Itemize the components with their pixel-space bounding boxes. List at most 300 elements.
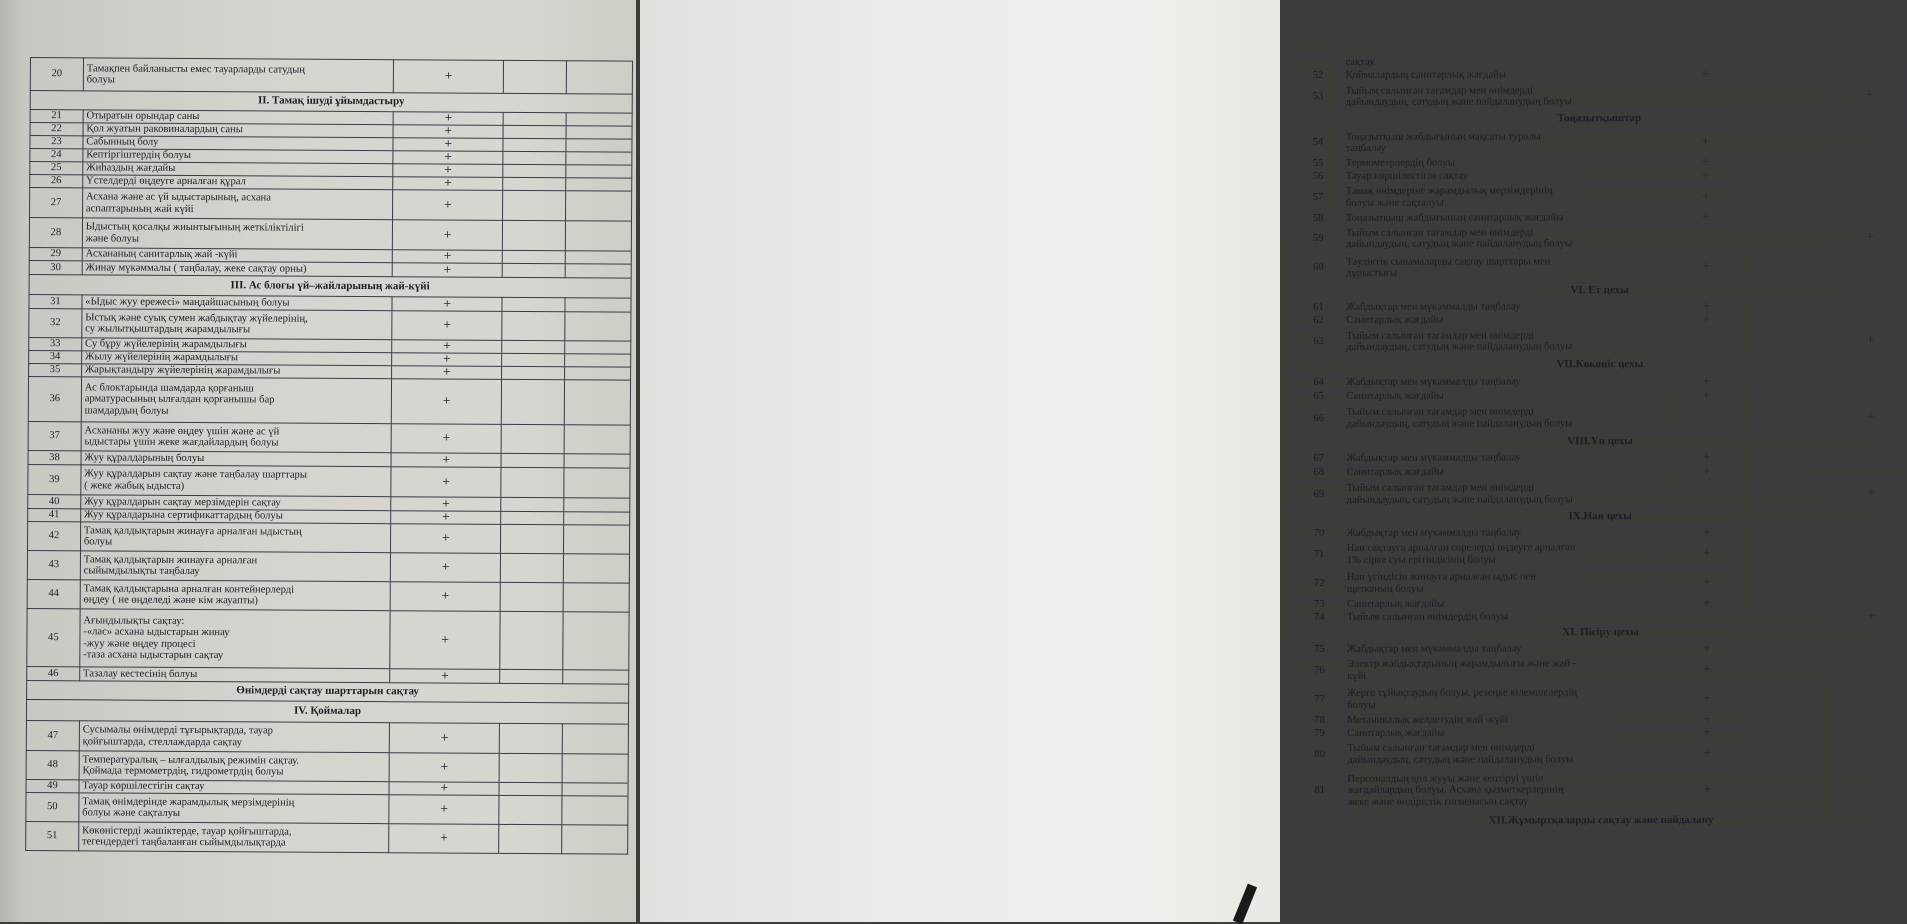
empty-cell xyxy=(564,468,630,498)
checkmark-cell: + xyxy=(1835,223,1905,251)
item-number: 32 xyxy=(29,308,82,337)
empty-cell xyxy=(565,341,631,354)
empty-cell xyxy=(562,724,628,754)
empty-cell xyxy=(565,191,631,221)
empty-cell xyxy=(503,220,566,250)
item-description: Жабдықтар мен мүкәммалды таңбалау xyxy=(1343,375,1654,390)
empty-cell xyxy=(565,354,631,367)
item-description: Тамақ қалдықтарын жинауға арналған сыйымдылықты таңбалау xyxy=(80,551,391,582)
empty-cell xyxy=(1758,68,1835,82)
empty-cell xyxy=(1758,224,1835,252)
item-description: Тыйым салынған тағамдар мен өнімдерді дайындаудың, сатудың және пайдаланудың болуы xyxy=(1342,224,1653,253)
section-heading: ІІ. Тамақ ішуді ұйымдастыру xyxy=(30,91,632,114)
empty-cell xyxy=(563,670,629,684)
item-description: Тыйым салынған тағамдар мен өнімдерді дайындаудың, сатудың және пайдаланудың болуы xyxy=(1343,403,1654,433)
item-description: Нан сақтауға арналған сөрелерді өңдеуге арналған 1% сірке суы ерітіндісінің болуы xyxy=(1343,539,1654,569)
item-number: 41 xyxy=(28,508,81,521)
empty-cell xyxy=(566,61,632,94)
checklist-row xyxy=(27,579,629,612)
empty-cell xyxy=(1836,464,1906,478)
empty-cell xyxy=(1758,169,1835,182)
section-heading-row xyxy=(1294,354,1905,376)
empty-cell xyxy=(500,611,563,669)
checkmark-cell: + xyxy=(1654,451,1759,465)
section-heading-row xyxy=(1294,431,1905,452)
empty-cell xyxy=(1836,538,1906,567)
item-description: Нан үгіндісін жинауға арналған ыдыс пен щетканың болуы xyxy=(1343,568,1654,598)
checkmark-cell: + xyxy=(1655,684,1760,713)
empty-cell xyxy=(564,454,630,468)
item-number: 51 xyxy=(26,821,79,850)
empty-cell xyxy=(564,512,630,525)
checklist-row xyxy=(27,550,629,583)
empty-cell xyxy=(1760,739,1837,768)
empty-cell xyxy=(503,125,566,138)
checkmark-cell: + xyxy=(1836,609,1906,623)
checkmark-cell: + xyxy=(393,151,503,165)
empty-cell xyxy=(1653,224,1758,252)
item-description: Су бұру жүйелерінің жарамдылығы xyxy=(82,338,392,353)
empty-cell xyxy=(1837,767,1907,811)
item-description: Жуу құралдарын сақтау және таңбалау шарттары ( жеке жабық ыдыста) xyxy=(81,465,392,497)
checkmark-cell: + xyxy=(1653,68,1758,82)
item-description: Термометрлердің болуы xyxy=(1342,156,1653,170)
empty-cell xyxy=(1759,610,1836,624)
item-number: 80 xyxy=(1295,740,1344,769)
item-description: Санитарлық жағдайы xyxy=(1343,465,1654,480)
item-description: Санитарлық жағдайы xyxy=(1343,313,1654,328)
checkmark-cell: + xyxy=(389,824,499,854)
empty-cell xyxy=(1758,327,1835,355)
section-heading: IX.Нан цехы xyxy=(1295,507,1906,527)
empty-cell xyxy=(566,165,632,178)
checkmark-cell: + xyxy=(1655,655,1760,684)
empty-cell xyxy=(503,138,566,151)
checkmark-cell: + xyxy=(391,467,501,498)
empty-cell xyxy=(1654,327,1759,355)
checkmark-cell: + xyxy=(390,611,500,670)
section-heading-row xyxy=(1295,507,1906,527)
checklist-row xyxy=(1295,567,1906,598)
empty-cell xyxy=(1758,55,1835,68)
item-number: 71 xyxy=(1295,540,1344,569)
empty-cell xyxy=(503,190,566,220)
item-number: 27 xyxy=(30,188,83,218)
item-number: 62 xyxy=(1294,314,1343,328)
empty-cell xyxy=(1837,654,1907,683)
empty-cell xyxy=(502,311,565,340)
empty-cell xyxy=(562,825,628,854)
empty-cell xyxy=(1759,375,1836,389)
empty-cell xyxy=(565,221,631,251)
empty-cell xyxy=(563,525,629,554)
item-description: Тамақ қалдықтарына арналған контейнерлерді өңдеу ( не өңделеді және кім жауапты) xyxy=(80,580,391,611)
empty-cell xyxy=(1654,479,1759,508)
empty-cell xyxy=(1654,403,1759,432)
empty-cell xyxy=(1837,712,1907,725)
section-heading: VII.Көкөніс цехы xyxy=(1294,354,1905,376)
item-description: Температуралық – ылғалдылық режимін сақтау. Қоймада термометрдің, гидрометрдің болуы xyxy=(79,751,390,782)
empty-cell xyxy=(501,379,564,424)
empty-cell xyxy=(500,669,563,683)
empty-cell xyxy=(503,177,566,190)
empty-cell xyxy=(1835,67,1905,81)
item-description: Отыратын орындар саны xyxy=(83,110,393,125)
empty-cell xyxy=(502,250,565,263)
item-description: Тамақ өнімдеріне жарамдылық мерзімдерінің болуы және сақталуы xyxy=(1342,182,1653,212)
empty-cell xyxy=(501,524,564,553)
empty-cell xyxy=(1760,768,1837,812)
item-description: Асхана және ас үй ыдыстарының, асхана аспаптарының жай күйі xyxy=(82,188,393,220)
empty-cell xyxy=(1836,525,1906,538)
checklist-table-left xyxy=(25,57,633,855)
item-description: Тауар көршілестігін сақтау xyxy=(1342,169,1653,183)
empty-cell xyxy=(1759,526,1836,539)
empty-cell xyxy=(562,796,628,825)
empty-cell xyxy=(501,497,564,511)
item-description: Сабынның болу xyxy=(83,136,393,151)
item-description: Кептіргіштердің болуы xyxy=(83,149,393,164)
checkmark-cell: + xyxy=(1653,182,1758,211)
empty-cell xyxy=(565,312,631,341)
section-heading-row xyxy=(1294,109,1905,129)
empty-cell xyxy=(1759,655,1836,684)
item-description: Жиһаздың жағдайы xyxy=(83,162,393,177)
empty-cell xyxy=(502,297,565,311)
item-number: 24 xyxy=(30,149,83,162)
section-heading: Өнімдерді сақтау шарттарын сақтау xyxy=(27,680,629,703)
empty-cell xyxy=(562,783,628,796)
checkmark-cell: + xyxy=(1654,375,1759,389)
checkmark-cell: + xyxy=(390,669,500,684)
empty-cell xyxy=(501,467,564,497)
checkmark-cell: + xyxy=(1835,81,1905,109)
item-number: 48 xyxy=(26,750,79,779)
empty-cell xyxy=(1835,210,1905,223)
checkmark-cell: + xyxy=(390,553,500,583)
checklist-row xyxy=(30,58,632,95)
checklist-row xyxy=(26,821,628,854)
checkmark-cell: + xyxy=(391,424,501,454)
checkmark-cell: + xyxy=(391,497,501,512)
empty-cell xyxy=(499,782,562,795)
item-number: 42 xyxy=(27,521,80,550)
item-description: Ыстық және суық сумен жабдықтау жүйелерінің, су жылытқыштардың жарамдылығы xyxy=(82,309,393,340)
item-description: Жылу жүйелерінің жарамдылығы xyxy=(81,351,391,366)
item-description: Тамақ қалдықтарын жинауға арналған ыдыстың болуы xyxy=(80,522,391,553)
checklist-table-right xyxy=(1293,54,1907,831)
item-description: Тазалау кестесінің болуы xyxy=(80,667,390,683)
empty-cell xyxy=(1759,597,1836,610)
item-number: 66 xyxy=(1294,404,1343,433)
section-heading: XII.Жұмыртқаларды сақтау және пайдалану xyxy=(1295,811,1906,831)
empty-cell xyxy=(1835,55,1905,68)
item-number: 60 xyxy=(1294,253,1343,283)
checkmark-cell: + xyxy=(1653,211,1758,224)
empty-cell xyxy=(565,298,631,312)
empty-cell xyxy=(1654,610,1759,624)
empty-cell xyxy=(499,795,562,824)
checkmark-cell: + xyxy=(1836,478,1906,507)
checklist-row xyxy=(1294,127,1905,157)
empty-cell xyxy=(1835,127,1905,155)
item-description: сақтау. xyxy=(1342,56,1653,69)
item-number: 30 xyxy=(29,260,82,274)
empty-cell xyxy=(1758,211,1835,224)
item-number: 40 xyxy=(28,494,81,508)
item-description: Тамақпен байланысты емес тауарларды сатудың болуы xyxy=(83,58,394,93)
item-number: 64 xyxy=(1294,376,1343,390)
item-description: Жуу құралдарының болуы xyxy=(81,451,391,467)
empty-cell xyxy=(1836,374,1906,388)
item-description: Тыйым салынған тағамдар мен өнімдерді дайындаудың, сатудың және пайдаланудың болуы xyxy=(1343,479,1654,509)
checkmark-cell: + xyxy=(1655,768,1760,812)
checkmark-cell: + xyxy=(1654,465,1759,479)
checklist-row xyxy=(28,421,630,454)
empty-cell xyxy=(1837,738,1907,767)
checkmark-cell: + xyxy=(389,723,499,754)
checkmark-cell: + xyxy=(1654,313,1759,327)
empty-cell xyxy=(1759,539,1836,568)
empty-cell xyxy=(503,164,566,177)
empty-cell xyxy=(501,424,564,453)
item-number: 67 xyxy=(1295,452,1344,466)
item-number: 65 xyxy=(1294,390,1343,404)
item-description: Сусымалы өнімдерді тұғырықтарда, тауар қойғыштарда, стеллаждарда сақтау xyxy=(79,721,390,753)
item-number: 22 xyxy=(30,123,83,136)
empty-cell xyxy=(1759,403,1836,432)
checkmark-cell: + xyxy=(1653,128,1758,156)
section-heading: VIII.Ұн цехы xyxy=(1294,431,1905,452)
item-description: Жерге тұйықтаудың болуы, резеңке кілемшелердің болуы xyxy=(1344,684,1655,714)
item-number: 70 xyxy=(1295,527,1344,540)
empty-cell xyxy=(563,612,629,670)
checklist-row xyxy=(1294,402,1905,433)
checklist-row xyxy=(27,608,629,670)
empty-cell xyxy=(1758,252,1835,282)
item-number: 38 xyxy=(28,450,81,464)
section-heading-row xyxy=(1294,281,1905,301)
empty-cell xyxy=(1760,726,1837,739)
item-number: 50 xyxy=(26,792,79,821)
empty-cell xyxy=(1759,389,1836,403)
checkmark-cell: + xyxy=(393,138,503,152)
checkmark-cell: + xyxy=(392,311,502,341)
item-number: 53 xyxy=(1294,83,1343,111)
item-description: Көкөністерді жәшіктерде, тауар қойғыштарда, тегендердегі таңбаланған сыйымдылықтарда xyxy=(78,822,389,853)
empty-cell xyxy=(1758,300,1835,313)
empty-cell xyxy=(1759,451,1836,465)
empty-cell xyxy=(1759,479,1836,508)
empty-cell xyxy=(1759,684,1836,713)
item-number: 33 xyxy=(29,337,82,350)
empty-cell xyxy=(566,139,632,152)
section-heading: XI. Пісіру цехы xyxy=(1295,623,1906,643)
checkmark-cell: + xyxy=(390,582,500,612)
empty-cell xyxy=(1836,567,1906,596)
item-number: 68 xyxy=(1295,466,1344,480)
empty-cell xyxy=(502,263,565,277)
empty-cell xyxy=(1758,82,1835,110)
item-description: Ыдыстың қосалқы жиынтығының жеткіліктілігі және болуы xyxy=(82,218,393,250)
item-description: Жабдықтар мен мүкәммалды таңбалау xyxy=(1343,451,1654,466)
checkmark-cell: + xyxy=(391,524,501,554)
checkmark-cell: + xyxy=(1653,169,1758,182)
item-number: 23 xyxy=(30,136,83,149)
empty-cell xyxy=(564,380,630,425)
empty-cell xyxy=(502,353,565,366)
item-number: 36 xyxy=(28,376,81,421)
item-description: Персоналдың қол жууы және кептіруі үшін жағдайлардың болуы. Асхана қызметкерлерінің жеке және өндірістік гигиенасын сақтау xyxy=(1344,768,1655,813)
empty-cell xyxy=(503,60,566,93)
empty-cell xyxy=(1836,299,1906,312)
empty-cell xyxy=(1837,683,1907,712)
checkmark-cell: + xyxy=(1836,402,1906,431)
empty-cell xyxy=(499,723,562,753)
empty-cell xyxy=(563,583,629,612)
item-number: 81 xyxy=(1295,769,1344,813)
page-edge-shadow xyxy=(0,0,24,922)
checklist-row xyxy=(1295,538,1906,569)
item-number: 57 xyxy=(1294,183,1343,212)
item-number: 29 xyxy=(29,247,82,260)
checkmark-cell: + xyxy=(392,353,502,367)
item-number: 52 xyxy=(1294,69,1343,83)
item-number: 31 xyxy=(29,294,82,308)
checkmark-cell: + xyxy=(391,453,501,468)
checklist-row xyxy=(1294,326,1905,356)
item-number: 76 xyxy=(1295,656,1344,685)
empty-cell xyxy=(1836,388,1906,402)
checklist-row xyxy=(30,188,632,222)
empty-cell xyxy=(1759,642,1836,655)
item-description: Тоңазытқыш жабдығының мақсаты туралы таңбалау xyxy=(1342,128,1653,157)
checklist-row xyxy=(1294,81,1905,111)
checkmark-cell: + xyxy=(1654,568,1759,597)
empty-cell xyxy=(502,366,565,379)
empty-cell xyxy=(1835,155,1905,168)
checkmark-cell: + xyxy=(1654,389,1759,403)
right-page xyxy=(640,0,1876,922)
checklist-row xyxy=(29,308,631,341)
item-number: 77 xyxy=(1295,685,1344,714)
empty-cell xyxy=(1836,450,1906,464)
item-number: 72 xyxy=(1295,569,1344,598)
checkmark-cell: + xyxy=(393,190,503,221)
empty-cell xyxy=(501,553,564,582)
section-heading: ІІІ. Ас блогы үй–жайларының жай-күйі xyxy=(29,274,631,298)
item-number: 63 xyxy=(1294,328,1343,356)
item-description: Санитарлық жағдайы xyxy=(1344,726,1655,740)
empty-cell xyxy=(1836,596,1906,609)
item-description: Ағындылықты сақтау: -«лас» асхана ыдыстарын жинау -жуу және өңдеу процесі -таза асхана ыдыстарын сақтау xyxy=(80,609,391,669)
empty-cell xyxy=(1835,168,1905,181)
item-number: 61 xyxy=(1294,301,1343,314)
empty-cell xyxy=(565,264,631,278)
item-number: 20 xyxy=(30,58,83,91)
item-number: 56 xyxy=(1294,170,1343,183)
empty-cell xyxy=(1758,128,1835,156)
checklist-row xyxy=(26,750,628,783)
checklist-row xyxy=(1295,767,1906,813)
checkmark-cell: + xyxy=(391,511,501,525)
checklist-row xyxy=(27,521,629,554)
empty-cell xyxy=(1653,82,1758,110)
item-description: Тауар көршілестігін сақтау xyxy=(79,780,389,795)
empty-cell xyxy=(1836,312,1906,326)
item-description: Санитарлық жағдайы xyxy=(1343,597,1654,611)
checkmark-cell: + xyxy=(1654,526,1759,539)
checkmark-cell: + xyxy=(389,795,499,825)
checkmark-cell: + xyxy=(1655,713,1760,726)
left-page xyxy=(0,0,636,922)
section-heading-row xyxy=(1295,623,1906,643)
item-description: Тоңазытқыш жабдығының санитарлық жағдайы xyxy=(1342,211,1653,225)
empty-cell xyxy=(564,367,630,380)
item-description: Жинау мүкәммалы ( таңбалау, жеке сақтау орны) xyxy=(82,261,392,277)
empty-cell xyxy=(499,824,562,853)
item-number: 54 xyxy=(1294,129,1343,157)
empty-cell xyxy=(1760,713,1837,726)
empty-cell xyxy=(501,511,564,524)
item-description: Тәуліктік сынамаларды сақтау шарттары мен дұрыстығы xyxy=(1343,252,1654,283)
checkmark-cell: + xyxy=(393,125,503,139)
item-number: 74 xyxy=(1295,611,1344,625)
empty-cell xyxy=(1837,725,1907,738)
checkmark-cell: + xyxy=(392,250,502,264)
empty-cell xyxy=(1759,465,1836,479)
item-number: 47 xyxy=(26,720,79,750)
item-description: Жабдықтар мен мүкәммалды таңбалау xyxy=(1344,642,1655,656)
empty-cell xyxy=(562,754,628,783)
empty-cell xyxy=(566,152,632,165)
checklist-row xyxy=(28,376,630,425)
item-number: 37 xyxy=(28,421,81,450)
checkmark-cell: + xyxy=(391,379,501,425)
empty-cell xyxy=(503,151,566,164)
checklist-row xyxy=(26,792,628,825)
item-description: Қоймалардың санитарлық жағдайы xyxy=(1342,68,1653,83)
checklist-row xyxy=(1295,683,1906,714)
item-description: Жабдықтар мен мүкәммалды таңбалау xyxy=(1343,526,1654,540)
checkmark-cell: + xyxy=(1654,539,1759,568)
checklist-row xyxy=(26,720,628,754)
item-description: Ас блоктарында шамдарда қорғаныш арматурасының ылғалдан қорғанышы бар шамдардың болуы xyxy=(81,377,392,424)
empty-cell xyxy=(1758,182,1835,211)
item-number: 43 xyxy=(27,550,80,579)
checkmark-cell: + xyxy=(1655,642,1760,655)
item-number: 58 xyxy=(1294,212,1343,225)
section-heading: Тоңазытқыштар xyxy=(1294,109,1905,129)
item-description: Санитарлық жағдайы xyxy=(1343,389,1654,404)
checkmark-cell: + xyxy=(392,297,502,312)
checklist-row xyxy=(1295,654,1906,685)
item-number: 46 xyxy=(27,666,80,680)
checklist-row xyxy=(1295,478,1906,509)
checklist-row xyxy=(1294,251,1905,283)
empty-cell xyxy=(503,112,566,125)
item-number: 34 xyxy=(29,350,82,363)
checkmark-cell xyxy=(1653,55,1758,68)
item-description: Тыйым салынған тағамдар мен өнімдерді дайындаудың, сатудың және пайдаланудың болуы xyxy=(1342,82,1653,111)
item-description: Үстелдерді өңдеуге арналған құрал xyxy=(83,175,393,190)
item-description: Асхананы жуу және өңдеу үшін және ас үй ыдыстары үшін жеке жағдайлардың болуы xyxy=(81,422,392,453)
item-number: 21 xyxy=(30,110,83,123)
empty-cell xyxy=(499,753,562,782)
item-number xyxy=(1294,56,1343,69)
item-description: Механикалық желдетудің жай -күйі xyxy=(1344,713,1655,727)
empty-cell xyxy=(1837,641,1907,654)
